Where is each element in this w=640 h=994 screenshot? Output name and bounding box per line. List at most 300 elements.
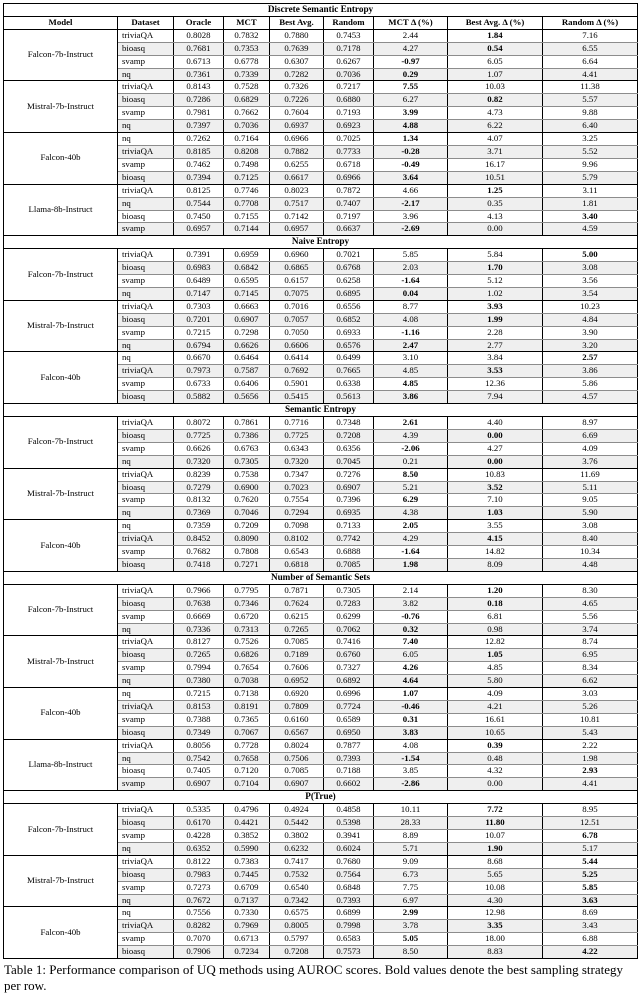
value-cell: -0.49 xyxy=(374,158,448,171)
value-cell: 0.32 xyxy=(374,623,448,636)
value-cell: 6.78 xyxy=(543,830,638,843)
value-cell: 4.08 xyxy=(374,739,448,752)
dataset-label: bioasq xyxy=(118,262,174,275)
value-cell: 5.26 xyxy=(543,700,638,713)
value-cell: 0.00 xyxy=(448,429,543,442)
value-cell: 14.82 xyxy=(448,546,543,559)
value-cell: 0.7692 xyxy=(270,365,324,378)
table-row xyxy=(4,688,638,701)
value-cell: 0.6540 xyxy=(270,881,324,894)
value-cell: 0.00 xyxy=(448,223,543,236)
dataset-label: triviaQA xyxy=(118,365,174,378)
value-cell: 0.6888 xyxy=(324,546,374,559)
value-cell: 1.07 xyxy=(448,68,543,81)
value-cell: 0.7665 xyxy=(324,365,374,378)
value-cell: 0.6959 xyxy=(224,249,270,262)
value-cell: 0.7445 xyxy=(224,868,270,881)
value-cell: 10.23 xyxy=(543,300,638,313)
value-cell: 0.6543 xyxy=(270,546,324,559)
value-cell: 0.7067 xyxy=(224,726,270,739)
dataset-label: svamp xyxy=(118,55,174,68)
value-cell: 5.05 xyxy=(374,933,448,946)
dataset-label: nq xyxy=(118,339,174,352)
value-cell: 0.7872 xyxy=(324,184,374,197)
value-cell: 0.6899 xyxy=(324,907,374,920)
dataset-label: svamp xyxy=(118,275,174,288)
value-cell: 3.86 xyxy=(543,365,638,378)
value-cell: 0.7809 xyxy=(270,700,324,713)
dataset-label: triviaQA xyxy=(118,300,174,313)
value-cell: 3.54 xyxy=(543,287,638,300)
value-cell: 0.6576 xyxy=(324,339,374,352)
value-cell: 3.93 xyxy=(448,300,543,313)
value-cell: 0.4924 xyxy=(270,804,324,817)
value-cell: 0.4858 xyxy=(324,804,374,817)
value-cell: 0.6880 xyxy=(324,94,374,107)
value-cell: 4.07 xyxy=(448,133,543,146)
value-cell: 0.7023 xyxy=(270,481,324,494)
value-cell: 3.56 xyxy=(543,275,638,288)
value-cell: 0.8005 xyxy=(270,920,324,933)
value-cell: 0.8122 xyxy=(174,855,224,868)
value-cell: 5.11 xyxy=(543,481,638,494)
value-cell: -0.46 xyxy=(374,700,448,713)
value-cell: 0.6907 xyxy=(270,778,324,791)
value-cell: 9.05 xyxy=(543,494,638,507)
value-cell: 0.7405 xyxy=(174,765,224,778)
value-cell: 0.6338 xyxy=(324,378,374,391)
value-cell: 4.41 xyxy=(543,68,638,81)
value-cell: 6.62 xyxy=(543,675,638,688)
table-row xyxy=(4,520,638,533)
value-cell: 0.7716 xyxy=(270,417,324,430)
value-cell: 11.69 xyxy=(543,468,638,481)
dataset-label: triviaQA xyxy=(118,855,174,868)
value-cell: 0.6935 xyxy=(324,507,374,520)
value-cell: 0.6895 xyxy=(324,287,374,300)
value-cell: 0.7396 xyxy=(324,494,374,507)
value-cell: 0.5415 xyxy=(270,391,324,404)
value-cell: 0.6637 xyxy=(324,223,374,236)
value-cell: 0.7638 xyxy=(174,597,224,610)
dataset-label: bioasq xyxy=(118,726,174,739)
value-cell: 0.31 xyxy=(374,713,448,726)
value-cell: 0.98 xyxy=(448,623,543,636)
value-cell: 0.8191 xyxy=(224,700,270,713)
value-cell: 0.7336 xyxy=(174,623,224,636)
dataset-label: triviaQA xyxy=(118,739,174,752)
value-cell: 4.29 xyxy=(374,533,448,546)
model-label: Falcon-40b xyxy=(4,133,118,185)
value-cell: 0.6589 xyxy=(324,713,374,726)
model-label: Llama-8b-Instruct xyxy=(4,184,118,236)
value-cell: 0.8239 xyxy=(174,468,224,481)
value-cell: 5.56 xyxy=(543,610,638,623)
value-cell: 8.50 xyxy=(374,946,448,959)
value-cell: 0.7517 xyxy=(270,197,324,210)
value-cell: 4.15 xyxy=(448,533,543,546)
value-cell: 3.08 xyxy=(543,262,638,275)
value-cell: 0.6232 xyxy=(270,842,324,855)
value-cell: 5.12 xyxy=(448,275,543,288)
value-cell: 3.35 xyxy=(448,920,543,933)
dataset-label: nq xyxy=(118,455,174,468)
value-cell: 0.5901 xyxy=(270,378,324,391)
value-cell: 4.22 xyxy=(543,946,638,959)
value-cell: 0.7201 xyxy=(174,313,224,326)
value-cell: 0.3941 xyxy=(324,830,374,843)
value-cell: 0.7418 xyxy=(174,558,224,571)
value-cell: 3.82 xyxy=(374,597,448,610)
value-cell: 0.7085 xyxy=(270,636,324,649)
value-cell: 0.04 xyxy=(374,287,448,300)
dataset-label: nq xyxy=(118,287,174,300)
value-cell: 0.7209 xyxy=(224,520,270,533)
value-cell: 0.7365 xyxy=(224,713,270,726)
value-cell: 0.6024 xyxy=(324,842,374,855)
value-cell: 0.7554 xyxy=(270,494,324,507)
value-cell: 0.7326 xyxy=(270,81,324,94)
dataset-label: svamp xyxy=(118,546,174,559)
dataset-label: triviaQA xyxy=(118,417,174,430)
value-cell: 7.75 xyxy=(374,881,448,894)
value-cell: 0.6670 xyxy=(174,352,224,365)
value-cell: 0.7981 xyxy=(174,107,224,120)
value-cell: 0.5990 xyxy=(224,842,270,855)
table-row xyxy=(4,804,638,817)
dataset-label: triviaQA xyxy=(118,700,174,713)
value-cell: 0.7538 xyxy=(224,468,270,481)
dataset-label: bioasq xyxy=(118,42,174,55)
value-cell: 0.7208 xyxy=(324,429,374,442)
value-cell: 0.6575 xyxy=(270,907,324,920)
dataset-label: svamp xyxy=(118,778,174,791)
column-header: MCT xyxy=(224,16,270,29)
value-cell: -0.97 xyxy=(374,55,448,68)
value-cell: 0.6669 xyxy=(174,610,224,623)
dataset-label: bioasq xyxy=(118,429,174,442)
value-cell: 0.6307 xyxy=(270,55,324,68)
value-cell: 0.6720 xyxy=(224,610,270,623)
value-cell: 0.7742 xyxy=(324,533,374,546)
value-cell: 3.76 xyxy=(543,455,638,468)
value-cell: 3.99 xyxy=(374,107,448,120)
value-cell: 0.7369 xyxy=(174,507,224,520)
value-cell: 11.38 xyxy=(543,81,638,94)
model-label: Mistral-7b-Instruct xyxy=(4,855,118,907)
value-cell: 0.7016 xyxy=(270,300,324,313)
value-cell: 0.6983 xyxy=(174,262,224,275)
value-cell: 0.4421 xyxy=(224,817,270,830)
value-cell: 0.7394 xyxy=(174,171,224,184)
value-cell: 2.28 xyxy=(448,326,543,339)
value-cell: 0.6952 xyxy=(270,675,324,688)
value-cell: 0.7348 xyxy=(324,417,374,430)
value-cell: 0.7226 xyxy=(270,94,324,107)
table-row xyxy=(4,29,638,42)
value-cell: 0.7265 xyxy=(174,649,224,662)
dataset-label: nq xyxy=(118,752,174,765)
value-cell: 0.7217 xyxy=(324,81,374,94)
value-cell: 0.7057 xyxy=(270,313,324,326)
column-header: Random xyxy=(324,16,374,29)
value-cell: 3.52 xyxy=(448,481,543,494)
value-cell: 0.6414 xyxy=(270,352,324,365)
value-cell: 10.34 xyxy=(543,546,638,559)
value-cell: 1.81 xyxy=(543,197,638,210)
value-cell: 4.13 xyxy=(448,210,543,223)
dataset-label: svamp xyxy=(118,933,174,946)
value-cell: 0.7808 xyxy=(224,546,270,559)
value-cell: 3.78 xyxy=(374,920,448,933)
value-cell: 0.7453 xyxy=(324,29,374,42)
value-cell: 0.3802 xyxy=(270,830,324,843)
value-cell: 0.7104 xyxy=(224,778,270,791)
value-cell: 8.97 xyxy=(543,417,638,430)
value-cell: 0.6352 xyxy=(174,842,224,855)
value-cell: 0.6826 xyxy=(224,649,270,662)
value-cell: 2.99 xyxy=(374,907,448,920)
value-cell: 0.5797 xyxy=(270,933,324,946)
value-cell: 0.7346 xyxy=(224,597,270,610)
value-cell: 0.7038 xyxy=(224,675,270,688)
value-cell: 0.6606 xyxy=(270,339,324,352)
column-header: Dataset xyxy=(118,16,174,29)
value-cell: 0.7021 xyxy=(324,249,374,262)
value-cell: 0.6842 xyxy=(224,262,270,275)
value-cell: 0.7680 xyxy=(324,855,374,868)
value-cell: 0.7133 xyxy=(324,520,374,533)
table-row xyxy=(4,739,638,752)
dataset-label: nq xyxy=(118,520,174,533)
value-cell: 0.6718 xyxy=(324,158,374,171)
value-cell: 6.27 xyxy=(374,94,448,107)
dataset-label: bioasq xyxy=(118,94,174,107)
value-cell: 0.5882 xyxy=(174,391,224,404)
value-cell: -0.76 xyxy=(374,610,448,623)
dataset-label: svamp xyxy=(118,326,174,339)
value-cell: 0.7273 xyxy=(174,881,224,894)
value-cell: 0.6499 xyxy=(324,352,374,365)
value-cell: 0.7880 xyxy=(270,29,324,42)
value-cell: 3.84 xyxy=(448,352,543,365)
value-cell: 0.7188 xyxy=(324,765,374,778)
value-cell: 12.82 xyxy=(448,636,543,649)
model-label: Falcon-40b xyxy=(4,688,118,740)
value-cell: 0.7556 xyxy=(174,907,224,920)
value-cell: 0.6966 xyxy=(324,171,374,184)
value-cell: 5.71 xyxy=(374,842,448,855)
value-cell: 0.7662 xyxy=(224,107,270,120)
value-cell: 0.6957 xyxy=(174,223,224,236)
value-cell: 5.80 xyxy=(448,675,543,688)
value-cell: -2.17 xyxy=(374,197,448,210)
value-cell: 0.7062 xyxy=(324,623,374,636)
dataset-label: bioasq xyxy=(118,558,174,571)
value-cell: 0.7386 xyxy=(224,429,270,442)
value-cell: 4.21 xyxy=(448,700,543,713)
table-row xyxy=(4,184,638,197)
value-cell: 0.8127 xyxy=(174,636,224,649)
value-cell: 7.55 xyxy=(374,81,448,94)
value-cell: 0.29 xyxy=(374,68,448,81)
value-cell: 0.7587 xyxy=(224,365,270,378)
value-cell: 0.6556 xyxy=(324,300,374,313)
value-cell: 0.7672 xyxy=(174,894,224,907)
dataset-label: triviaQA xyxy=(118,636,174,649)
model-label: Falcon-7b-Instruct xyxy=(4,29,118,81)
value-cell: 0.7070 xyxy=(174,933,224,946)
value-cell: 5.90 xyxy=(543,507,638,520)
value-cell: 0.7526 xyxy=(224,636,270,649)
value-cell: 0.6907 xyxy=(224,313,270,326)
value-cell: 0.6960 xyxy=(270,249,324,262)
value-cell: 0.7498 xyxy=(224,158,270,171)
value-cell: 0.00 xyxy=(448,778,543,791)
dataset-label: nq xyxy=(118,507,174,520)
value-cell: 3.11 xyxy=(543,184,638,197)
value-cell: 0.35 xyxy=(448,197,543,210)
value-cell: 6.69 xyxy=(543,429,638,442)
dataset-label: triviaQA xyxy=(118,920,174,933)
value-cell: 8.95 xyxy=(543,804,638,817)
value-cell: 1.70 xyxy=(448,262,543,275)
table-row xyxy=(4,907,638,920)
value-cell: 2.93 xyxy=(543,765,638,778)
dataset-label: triviaQA xyxy=(118,81,174,94)
value-cell: 0.8072 xyxy=(174,417,224,430)
value-cell: 4.85 xyxy=(374,365,448,378)
value-cell: 0.7147 xyxy=(174,287,224,300)
value-cell: -1.54 xyxy=(374,752,448,765)
model-label: Mistral-7b-Instruct xyxy=(4,300,118,352)
value-cell: 0.7606 xyxy=(270,662,324,675)
dataset-label: triviaQA xyxy=(118,804,174,817)
value-cell: 0.7215 xyxy=(174,688,224,701)
value-cell: 0.7036 xyxy=(224,120,270,133)
value-cell: 0.8185 xyxy=(174,145,224,158)
model-label: Llama-8b-Instruct xyxy=(4,739,118,791)
value-cell: 0.6709 xyxy=(224,881,270,894)
value-cell: 0.6602 xyxy=(324,778,374,791)
dataset-label: bioasq xyxy=(118,765,174,778)
value-cell: 10.51 xyxy=(448,171,543,184)
value-cell: 1.07 xyxy=(374,688,448,701)
value-cell: 4.27 xyxy=(374,42,448,55)
value-cell: 0.6778 xyxy=(224,55,270,68)
dataset-label: triviaQA xyxy=(118,145,174,158)
value-cell: 2.14 xyxy=(374,584,448,597)
column-header: Best Avg. Δ (%) xyxy=(448,16,543,29)
value-cell: 0.7271 xyxy=(224,558,270,571)
dataset-label: bioasq xyxy=(118,817,174,830)
value-cell: 0.54 xyxy=(448,42,543,55)
value-cell: 6.05 xyxy=(374,649,448,662)
value-cell: 8.50 xyxy=(374,468,448,481)
value-cell: 28.33 xyxy=(374,817,448,830)
value-cell: 3.71 xyxy=(448,145,543,158)
section-title: Number of Semantic Sets xyxy=(4,571,638,584)
value-cell: 3.63 xyxy=(543,894,638,907)
value-cell: 0.6617 xyxy=(270,171,324,184)
table-row xyxy=(4,352,638,365)
value-cell: 9.09 xyxy=(374,855,448,868)
value-cell: 0.7966 xyxy=(174,584,224,597)
value-cell: 0.7282 xyxy=(270,68,324,81)
dataset-label: svamp xyxy=(118,830,174,843)
value-cell: 0.6567 xyxy=(270,726,324,739)
value-cell: 0.6356 xyxy=(324,442,374,455)
value-cell: 0.8208 xyxy=(224,145,270,158)
dataset-label: triviaQA xyxy=(118,584,174,597)
value-cell: 2.03 xyxy=(374,262,448,275)
value-cell: 8.74 xyxy=(543,636,638,649)
value-cell: 0.6763 xyxy=(224,442,270,455)
value-cell: 0.7462 xyxy=(174,158,224,171)
value-cell: 0.7417 xyxy=(270,855,324,868)
value-cell: 18.00 xyxy=(448,933,543,946)
value-cell: 0.8024 xyxy=(270,739,324,752)
value-cell: 10.03 xyxy=(448,81,543,94)
value-cell: 0.8452 xyxy=(174,533,224,546)
section-title: P(True) xyxy=(4,791,638,804)
section-title: Discrete Semantic Entropy xyxy=(4,4,638,17)
value-cell: 0.7283 xyxy=(324,597,374,610)
dataset-label: svamp xyxy=(118,662,174,675)
value-cell: 0.5613 xyxy=(324,391,374,404)
value-cell: 0.7234 xyxy=(224,946,270,959)
value-cell: 0.7542 xyxy=(174,752,224,765)
value-cell: 12.98 xyxy=(448,907,543,920)
value-cell: 8.69 xyxy=(543,907,638,920)
value-cell: 1.05 xyxy=(448,649,543,662)
value-cell: 8.83 xyxy=(448,946,543,959)
value-cell: 5.86 xyxy=(543,378,638,391)
value-cell: 10.81 xyxy=(543,713,638,726)
model-label: Falcon-7b-Instruct xyxy=(4,584,118,636)
value-cell: 4.88 xyxy=(374,120,448,133)
column-header: Random Δ (%) xyxy=(543,16,638,29)
value-cell: 0.6595 xyxy=(224,275,270,288)
value-cell: 0.7416 xyxy=(324,636,374,649)
dataset-label: svamp xyxy=(118,610,174,623)
column-header: Oracle xyxy=(174,16,224,29)
value-cell: 10.65 xyxy=(448,726,543,739)
value-cell: 0.7658 xyxy=(224,752,270,765)
value-cell: 0.7279 xyxy=(174,481,224,494)
value-cell: 1.84 xyxy=(448,29,543,42)
value-cell: 6.64 xyxy=(543,55,638,68)
value-cell: 3.85 xyxy=(374,765,448,778)
value-cell: 0.7544 xyxy=(174,197,224,210)
value-cell: 0.7871 xyxy=(270,584,324,597)
value-cell: 0.7197 xyxy=(324,210,374,223)
section-title: Semantic Entropy xyxy=(4,404,638,417)
value-cell: 5.00 xyxy=(543,249,638,262)
dataset-label: nq xyxy=(118,133,174,146)
value-cell: 0.7795 xyxy=(224,584,270,597)
value-cell: 0.7339 xyxy=(224,68,270,81)
value-cell: 0.21 xyxy=(374,455,448,468)
value-cell: 0.7025 xyxy=(324,133,374,146)
value-cell: 0.6848 xyxy=(324,881,374,894)
model-label: Falcon-7b-Instruct xyxy=(4,804,118,856)
value-cell: 0.7604 xyxy=(270,107,324,120)
value-cell: 0.7832 xyxy=(224,29,270,42)
table-row xyxy=(4,468,638,481)
value-cell: 4.32 xyxy=(448,765,543,778)
dataset-label: triviaQA xyxy=(118,184,174,197)
